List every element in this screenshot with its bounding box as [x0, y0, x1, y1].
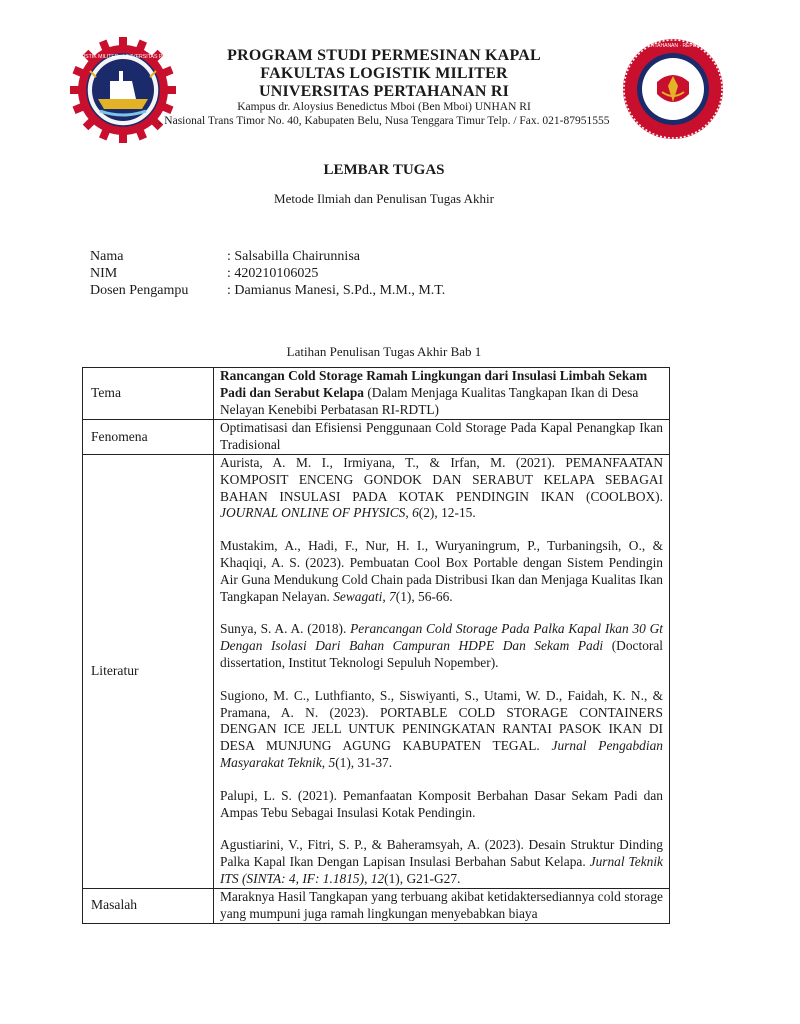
nim-label: NIM — [90, 266, 118, 281]
masalah-label: Masalah — [83, 888, 214, 923]
tema-title: Rancangan Cold Storage Ramah Lingkungan dari Insulasi Limbah Sekam Padi dan Serabut Kelapa — [220, 368, 648, 400]
tema-subtitle: (Dalam Menjaga Kualitas Tangkapan Ikan di Desa Nelayan Kenebibi Perbatasan RI-RDTL) — [220, 384, 639, 417]
fenomena-row — [83, 420, 670, 455]
fenomena-label: Fenomena — [83, 420, 214, 455]
nim-row — [90, 265, 445, 282]
campus-address: Kampus dr. Aloysius Benedictus Mboi (Ben Mboi) UNHAN RI — [237, 101, 531, 113]
reference-item: Sugiono, M. C., Luthfianto, S., Siswiyanti, S., Utami, W. D., Faidah, K. N., & Pramana, A. N. (2023). PORTABLE COLD STORAGE CONTAINERS DENGAN ICE JELL UNTUK PENINGKATAN RANTAI PASOK IKAN DI DESA MUNJUNG AGUNG KABUPATEN TEGAL. Jurnal Pengabdian Masyarakat Teknik, 5(1), 31-37. — [220, 687, 663, 770]
literatur-row — [83, 455, 670, 889]
name-label: Nama — [90, 249, 124, 264]
fenomena-text: Optimatisasi dan Efisiensi Penggunaan Cold Storage Pada Kapal Penangkap Ikan Tradisional — [214, 420, 670, 455]
reference-item: Mustakim, A., Hadi, F., Nur, H. I., Wuryaningrum, P., Turbaningsih, O., & Khaqiqi, A. S. (2023). Pembuatan Cool Box Portable dengan Sistem Pendingin Air Guna Mendukung Cold Chain pada Distribusi Ikan dan Menjaga Kualitas Ikan Tangkapan Nelayan. Sewagati, 7(1), 56-66. — [220, 538, 663, 604]
literatur-cell — [214, 455, 670, 889]
literatur-label: Literatur — [83, 455, 214, 889]
student-info — [90, 248, 445, 299]
street-address: . Nasional Trans Timor No. 40, Kabupaten Belu, Nusa Tenggara Timur Telp. / Fax. 021-87951555 — [158, 115, 610, 127]
document-title: LEMBAR TUGAS — [323, 162, 445, 178]
tema-label: Tema — [83, 368, 214, 420]
assignment-table — [82, 367, 670, 924]
name-value: : Salsabilla Chairunnisa — [227, 249, 360, 264]
faculty-logo-text: FAKULTAS LOGISTIK MILITER · UNIVERSITAS PERTAHANAN RI — [45, 54, 201, 60]
lecturer-label: Dosen Pengampu — [90, 283, 189, 298]
name-row — [90, 248, 445, 265]
course-name: Metode Ilmiah dan Penulisan Tugas Akhir — [274, 191, 494, 206]
masalah-text: Maraknya Hasil Tangkapan yang terbuang akibat ketidaktersediannya cold storage yang mumpuni juga ramah lingkungan menyebabkan biaya — [214, 888, 670, 923]
university-logo-text: UNIVERSITAS PERTAHANAN · REPUBLIK INDONESIA — [609, 43, 737, 49]
tema-row — [83, 368, 670, 420]
lecturer-value: : Damianus Manesi, S.Pd., M.M., M.T. — [227, 283, 446, 298]
nim-value: : 420210106025 — [227, 266, 319, 281]
reference-item: Aurista, A. M. I., Irmiyana, T., & Irfan, M. (2021). PEMANFAATAN KOMPOSIT ENCENG GONDOK DAN SERABUT KELAPA SEBAGAI BAHAN INSULASI PADA KOTAK PENDINGIN IKAN (COOLBOX). JOURNAL ONLINE OF PHYSICS, 6(2), 12-15. — [220, 455, 663, 521]
masalah-row — [83, 888, 670, 923]
section-title: Latihan Penulisan Tugas Akhir Bab 1 — [286, 344, 482, 359]
university-name: UNIVERSITAS PERTAHANAN RI — [258, 83, 510, 100]
reference-item: Sunya, S. A. A. (2018). Perancangan Cold Storage Pada Palka Kapal Ikan 30 Gt Dengan Isolasi Dari Bahan Campuran HDPE Dan Sekam Padi (Doctoral dissertation, Institut Teknologi Sepuluh Nopember). — [220, 621, 664, 670]
faculty-name: FAKULTAS LOGISTIK MILITER — [260, 65, 508, 82]
program-name: PROGRAM STUDI PERMESINAN KAPAL — [227, 47, 541, 64]
reference-item: Agustiarini, V., Fitri, S. P., & Baheramsyah, A. (2023). Desain Struktur Dinding Palka Kapal Ikan Dengan Lapisan Insulasi Berbahan Sabut Kelapa. Jurnal Teknik ITS (SINTA: 4, IF: 1.1815), 12(1), G21-G27. — [220, 837, 663, 886]
tema-cell — [214, 368, 670, 420]
lecturer-row — [90, 282, 445, 299]
reference-item: Palupi, L. S. (2021). Pemanfaatan Komposit Berbahan Dasar Sekam Padi dan Ampas Tebu Sebagai Insulasi Kotak Pendingin. — [220, 787, 663, 820]
